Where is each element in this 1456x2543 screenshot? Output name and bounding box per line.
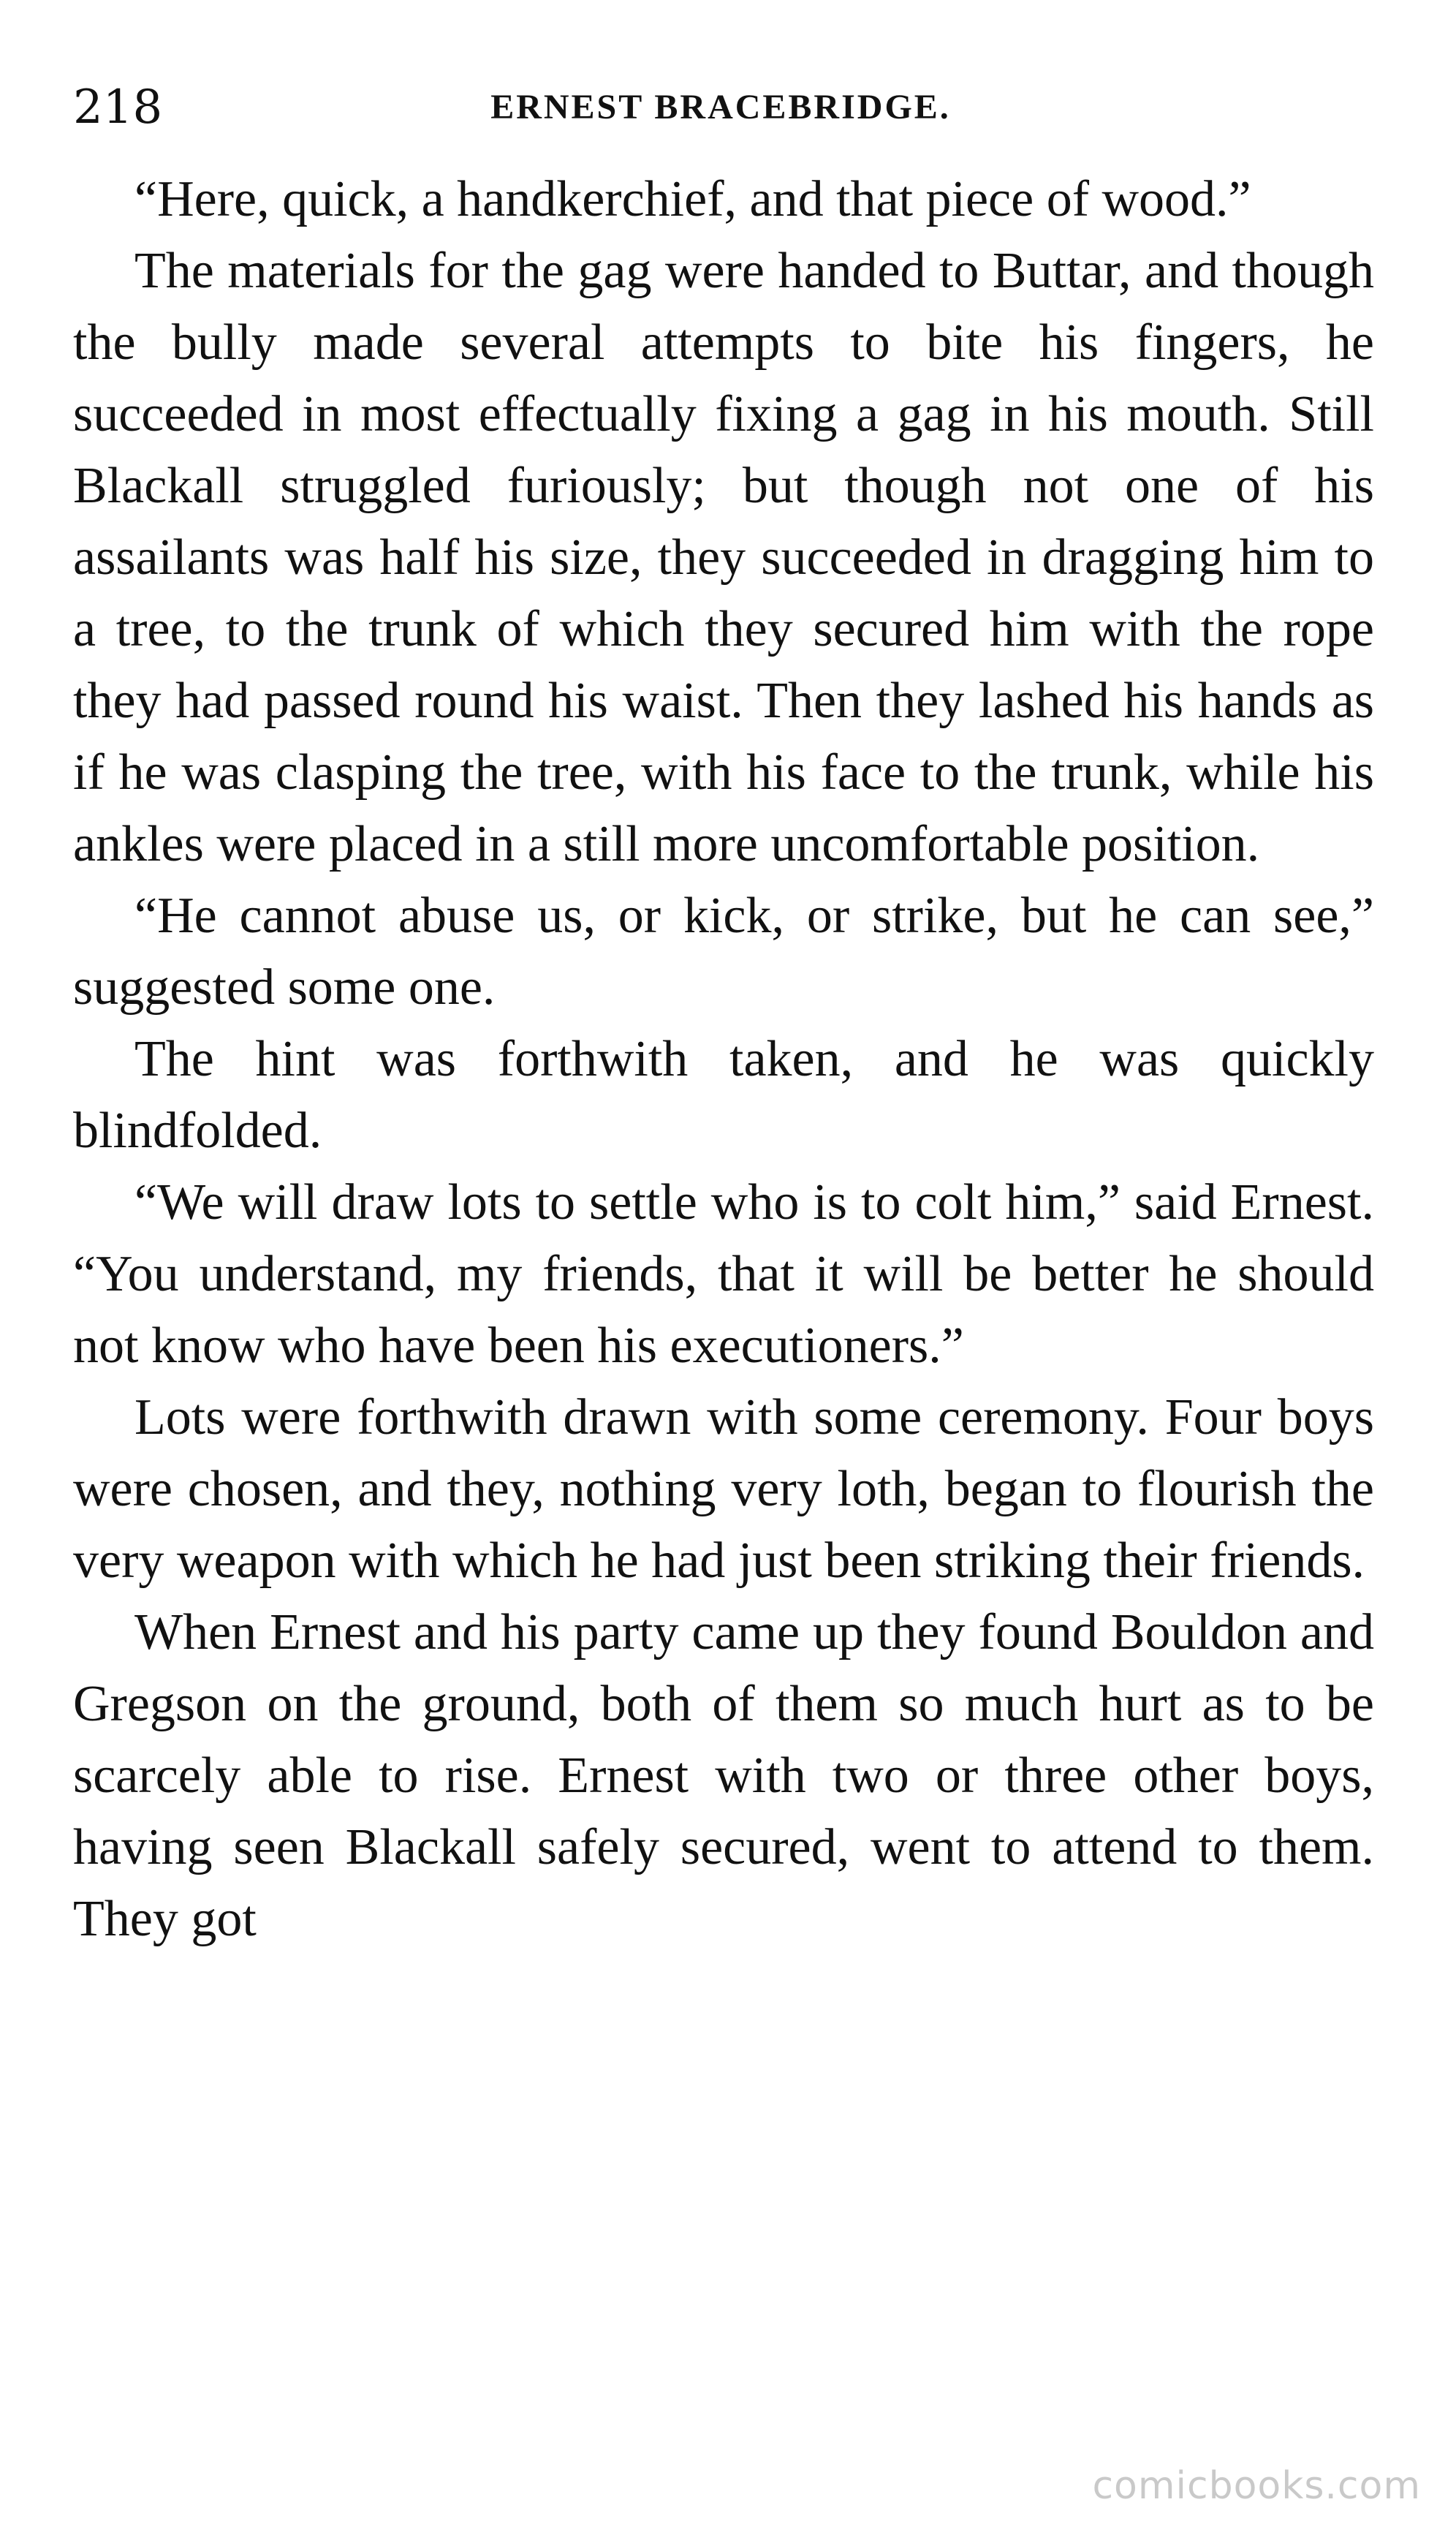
page-number: 218 xyxy=(73,80,163,135)
page-body xyxy=(73,164,1374,1955)
paragraph: The materials for the gag were handed to Buttar, and though the bully made several attempts to bite his fingers, he succeeded in most effectually fixing a gag in his mouth. Still Blackall struggled furiously; but though not one of his assailants was half his size, they succeeded in dragging him to a tree, to the trunk of which they secured him with the rope they had passed round his waist. Then they lashed his hands as if he was clasping the tree, with his face to the trunk, while his ankles were placed in a still more uncomfortable position. xyxy=(73,243,1374,872)
paragraph: When Ernest and his party came up they found Bouldon and Gregson on the ground, both of them so much hurt as to be scarcely able to rise. Ernest with two or three other boys, having seen Blackall safely secured, went to attend to them. They got xyxy=(73,1604,1374,1947)
page-header xyxy=(73,67,1368,148)
paragraph: The hint was forthwith taken, and he was quickly blindfolded. xyxy=(73,1031,1374,1159)
paragraph: “We will draw lots to settle who is to colt him,” said Ernest. “You understand, my friends, that it will be better he should not know who have been his executioners.” xyxy=(73,1174,1374,1374)
paragraph: Lots were forthwith drawn with some ceremony. Four boys were chosen, and they, nothing very loth, began to flourish the very weapon with which he had just been striking their friends. xyxy=(73,1389,1374,1589)
watermark: comicbooks.com xyxy=(1092,2464,1421,2508)
running-title: ERNEST BRACEBRIDGE. xyxy=(490,88,951,126)
paragraph: “He cannot abuse us, or kick, or strike, but he can see,” suggested some one. xyxy=(73,888,1374,1016)
paragraph: “Here, quick, a handkerchief, and that piece of wood.” xyxy=(134,171,1251,227)
